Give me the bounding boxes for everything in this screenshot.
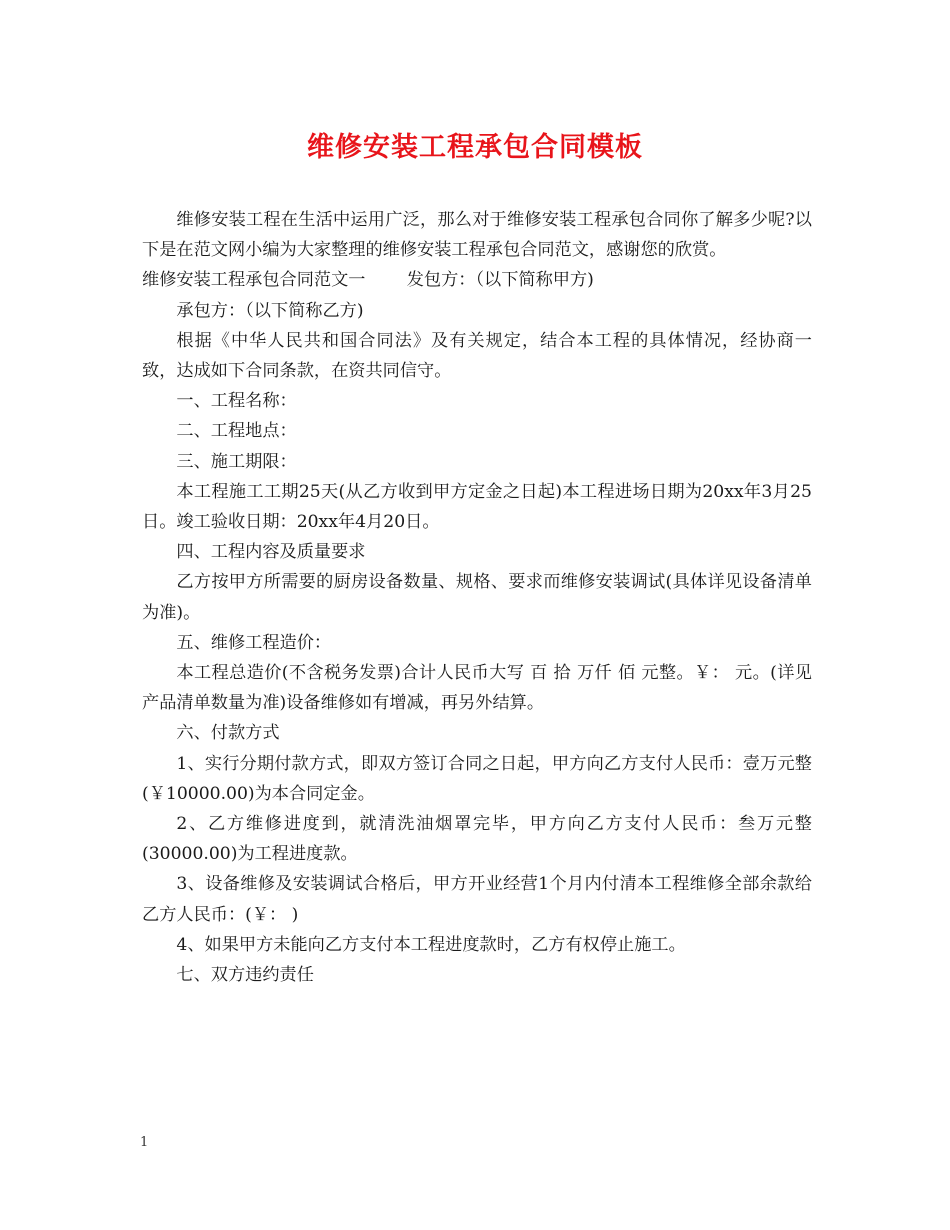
sample-heading: 维修安装工程承包合同范文一	[142, 270, 366, 291]
section-heading: 六、付款方式	[176, 723, 280, 744]
clause-paragraph: 乙方按甲方所需要的厨房设备数量、规格、要求而维修安装调试(具体详见设备清单为准)。	[142, 572, 812, 623]
clause-paragraph: 2、乙方维修进度到，就清洗油烟罩完毕，甲方向乙方支付人民币：叁万元整(30000.00)为工程进度款。	[142, 814, 812, 865]
section-heading: 三、施工期限：	[176, 451, 297, 472]
document-body	[142, 205, 812, 990]
contractor-line: 承包方：（以下简称乙方)	[176, 300, 364, 321]
section-heading: 四、工程内容及质量要求	[176, 542, 366, 563]
document-title: 维修安装工程承包合同模板	[307, 132, 643, 163]
page-number: 1	[140, 1135, 149, 1150]
section-heading: 七、双方违约责任	[176, 965, 314, 986]
section-heading: 五、维修工程造价：	[176, 632, 332, 653]
clause-paragraph: 1、实行分期付款方式，即双方签订合同之日起，甲方向乙方支付人民币：壹万元整(￥10000.00)为本合同定金。	[142, 753, 812, 804]
sample-heading-line	[142, 265, 812, 295]
intro-paragraph: 维修安装工程在生活中运用广泛，那么对于维修安装工程承包合同你了解多少呢?以下是在范文网小编为大家整理的维修安装工程承包合同范文，感谢您的欣赏。	[142, 210, 812, 261]
clause-paragraph: 4、如果甲方未能向乙方支付本工程进度款时，乙方有权停止施工。	[176, 934, 686, 955]
section-heading: 二、工程地点：	[176, 421, 297, 442]
clause-paragraph: 本工程施工工期25天(从乙方收到甲方定金之日起)本工程进场日期为20xx年3月25日。竣工验收日期：20xx年4月20日。	[142, 481, 812, 533]
employer-line: 发包方：（以下简称甲方)	[406, 270, 594, 291]
section-heading: 一、工程名称：	[176, 391, 297, 412]
clause-paragraph: 本工程总造价(不含税务发票)合计人民币大写 百 拾 万仟 佰 元整。￥： 元。(详见产品清单数量为准)设备维修如有增减，再另外结算。	[142, 663, 812, 714]
clause-paragraph: 3、设备维修及安装调试合格后，甲方开业经营1个月内付清本工程维修全部余款给乙方人民币：(￥： )	[142, 874, 812, 925]
clause-paragraph: 根据《中华人民共和国合同法》及有关规定，结合本工程的具体情况，经协商一致，达成如下合同条款，在资共同信守。	[142, 330, 812, 382]
